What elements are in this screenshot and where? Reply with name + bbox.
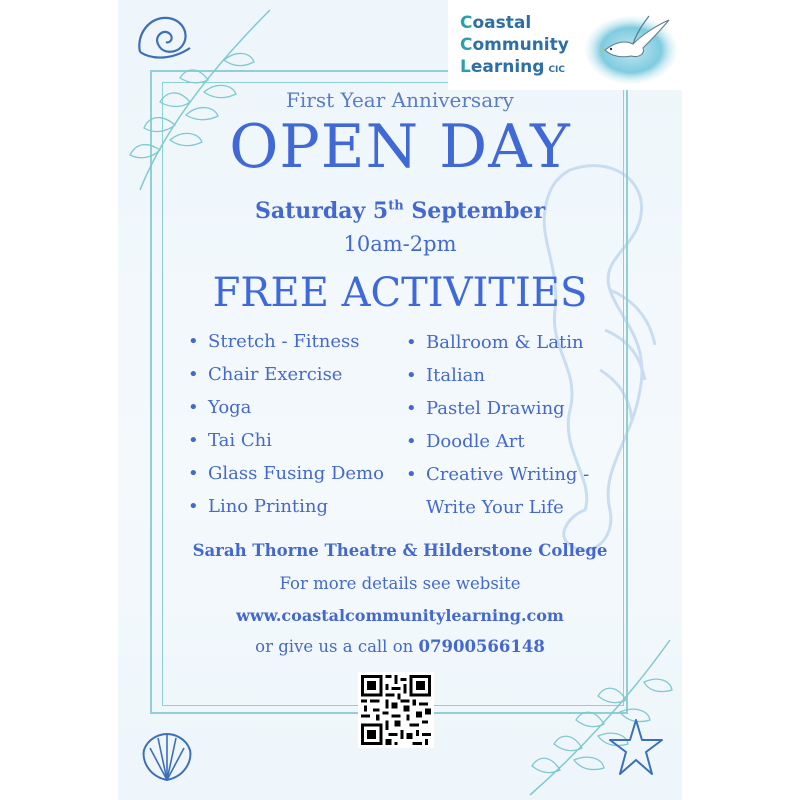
bullet-icon: • [406,464,417,485]
event-date: Saturday 5th September [254,198,546,224]
bullet-icon: • [406,332,417,353]
bullet-icon: • [188,430,199,451]
list-item: • Yoga [188,397,252,418]
bullet-icon: • [188,496,199,517]
list-item-continuation: Write Your Life [426,497,564,518]
list-item: • Glass Fusing Demo [188,463,384,484]
page-title: OPEN DAY [229,112,571,182]
bullet-icon: • [406,365,417,386]
starfish-icon [606,716,666,780]
list-item: • Italian [406,365,485,386]
logo-line: Coastal [460,13,532,33]
phone-number: 07900566148 [418,637,545,656]
call-text: or give us a call on 07900566148 [255,637,545,656]
list-item: • Doodle Art [406,431,525,452]
list-item: • Lino Printing [188,496,329,517]
qr-code[interactable] [358,672,434,748]
venue-text: Sarah Thorne Theatre & Hilderstone College [192,541,608,560]
scallop-shell-icon [138,730,196,786]
event-time: 10am-2pm [343,232,457,256]
bullet-icon: • [188,463,199,484]
bullet-icon: • [406,431,417,452]
activities-list-right [404,331,589,529]
logo-wordmark [460,12,569,81]
bullet-icon: • [406,398,417,419]
list-item: • Stretch - Fitness [188,331,360,352]
anniversary-subtitle: First Year Anniversary [286,88,514,112]
details-text: For more details see website [279,574,521,593]
seagull-logo-icon [585,6,677,86]
list-item: • Chair Exercise [188,364,343,385]
list-item: • Pastel Drawing [406,398,565,419]
list-item: • Creative Writing - [406,464,590,485]
logo-line: Community [460,35,569,55]
list-item: • Ballroom & Latin [406,332,584,353]
bullet-icon: • [188,364,199,385]
activities-heading: FREE ACTIVITIES [212,270,588,316]
bullet-icon: • [188,331,199,352]
activities-list-left [186,330,384,528]
list-item: • Tai Chi [188,430,272,451]
bullet-icon: • [188,397,199,418]
website-link[interactable]: www.coastalcommunitylearning.com [236,606,564,625]
logo-line: Learning CIC [460,57,565,77]
